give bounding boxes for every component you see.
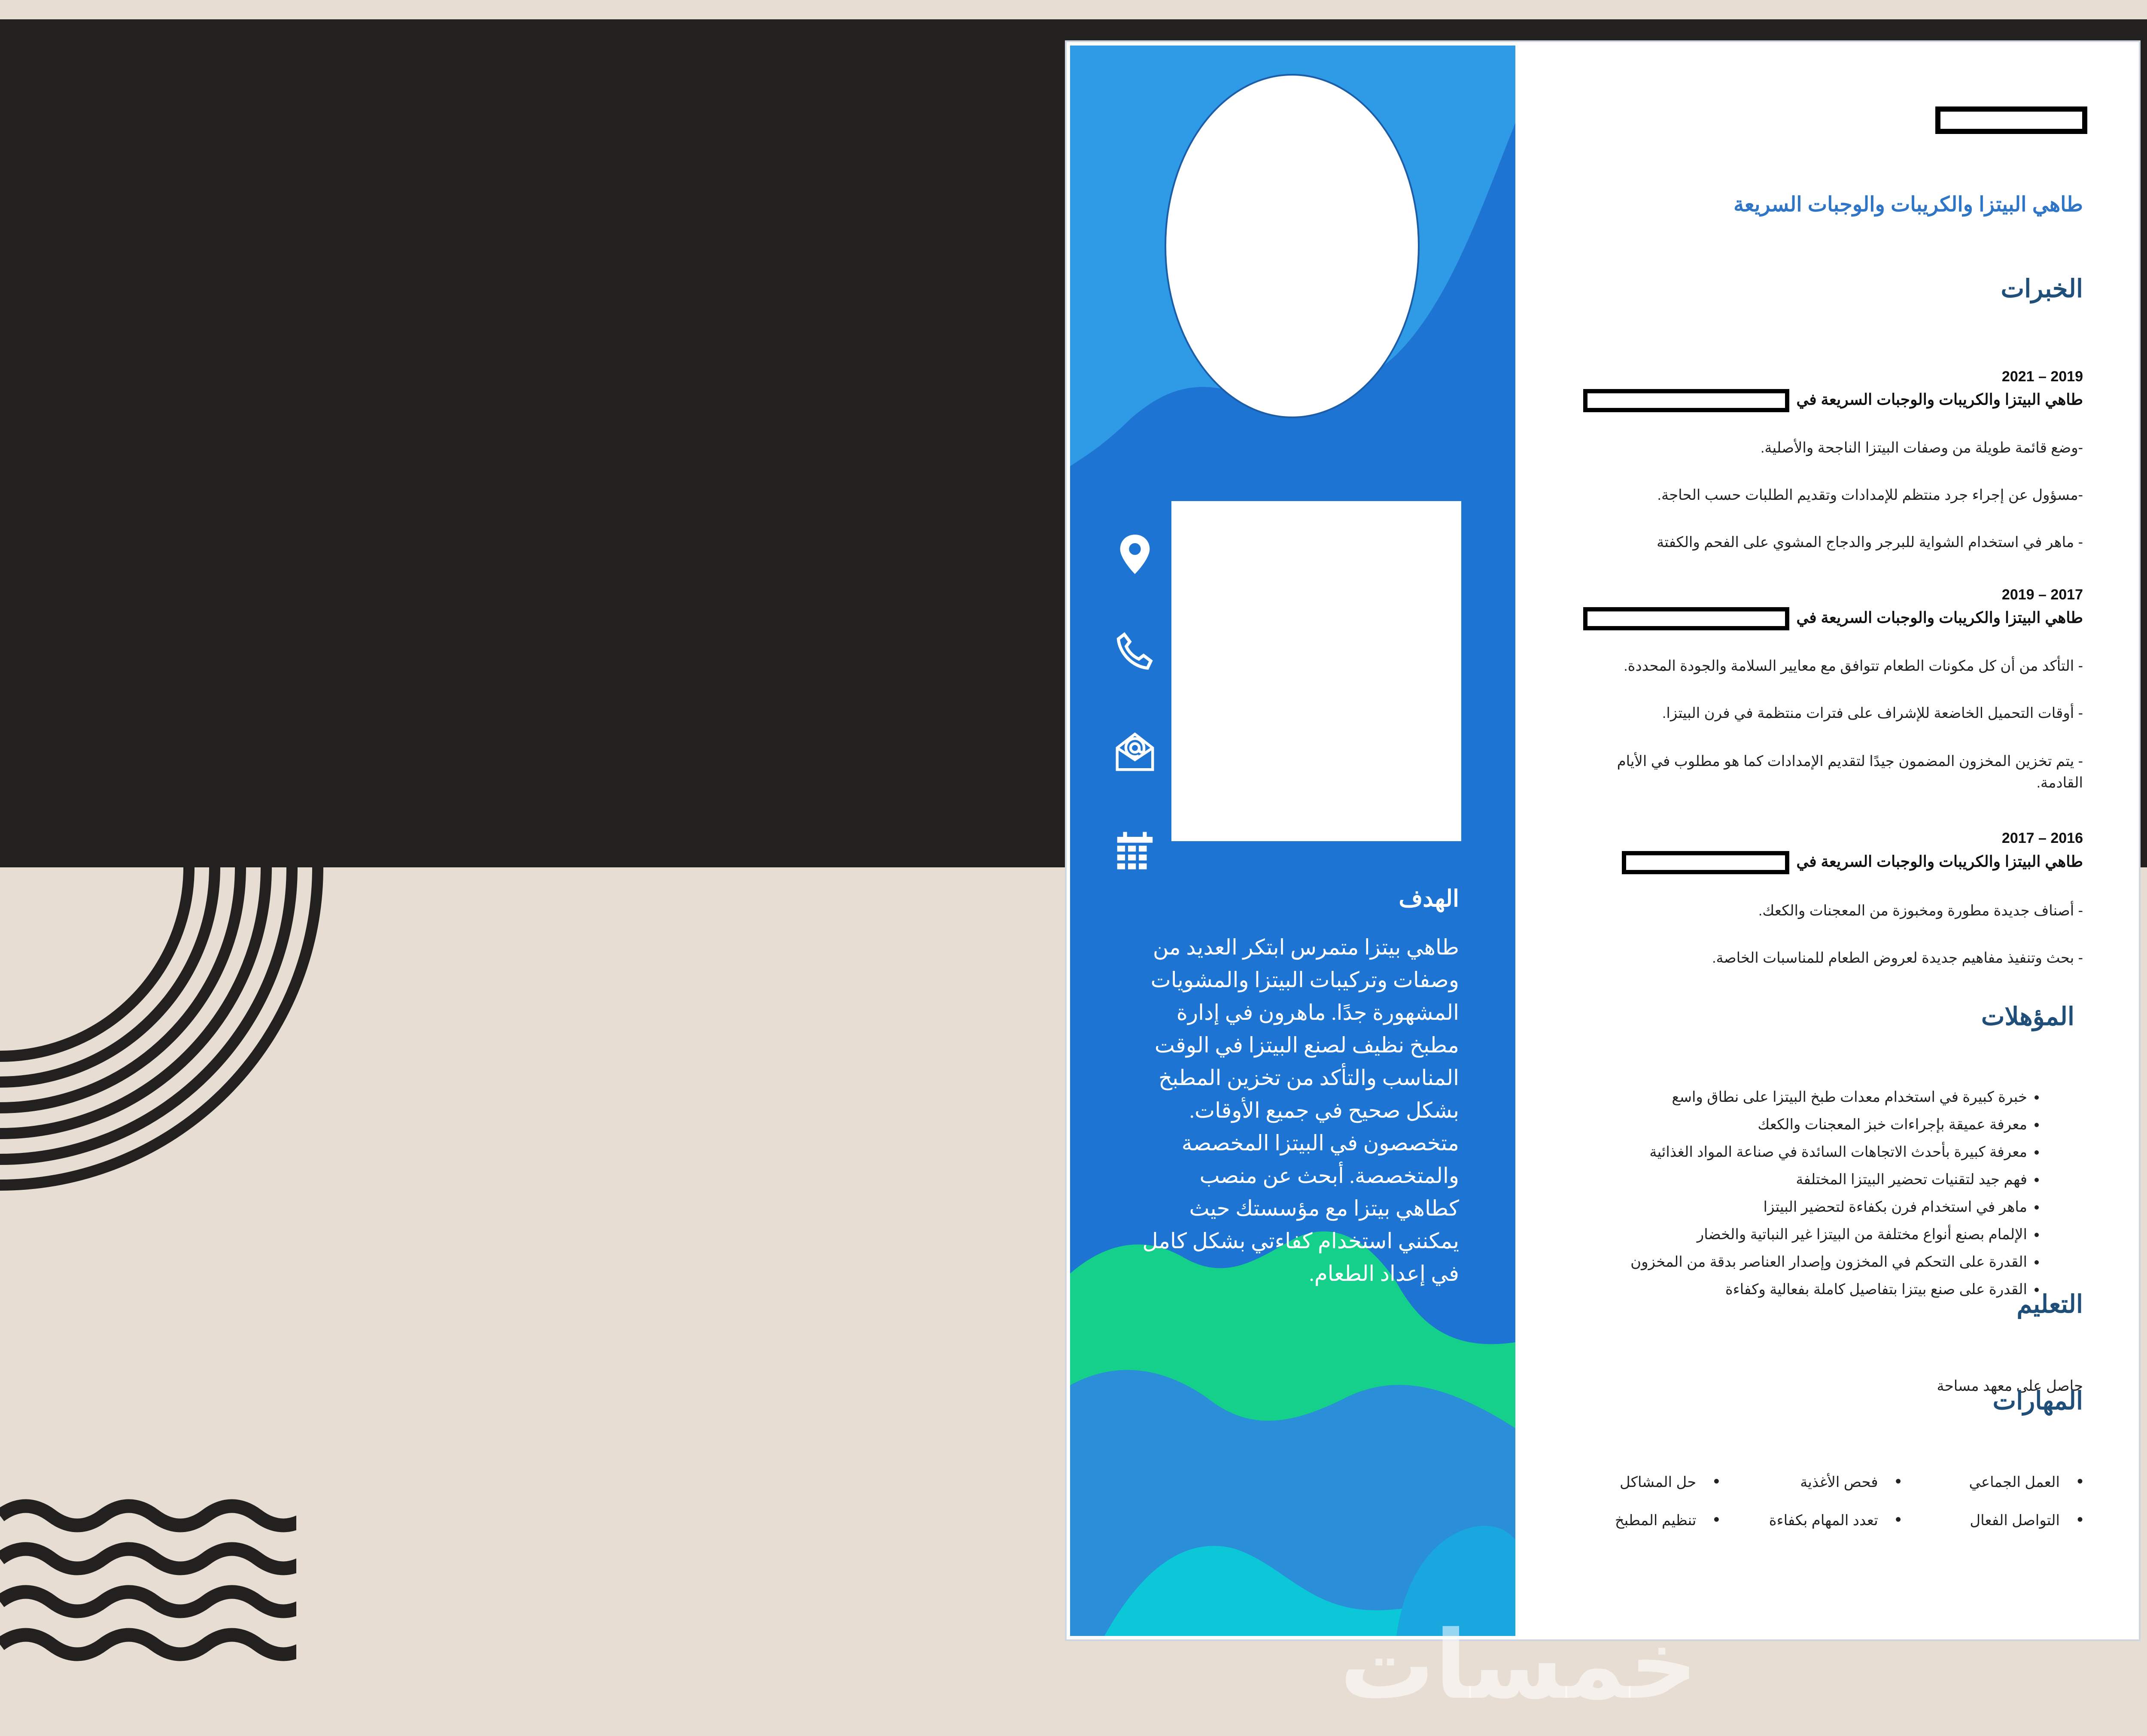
employer-redacted <box>1583 607 1789 630</box>
list-item: • فهم جيد لتقنيات تحضير البيتزا المختلفة <box>1630 1166 2027 1193</box>
skill-item: • تعدد المهام بكفاءة <box>1728 1510 1901 1529</box>
experience-bullet: - أوقات التحميل الخاضعة للإشراف على فترات منتظمة في فرن البيتزا. <box>1662 705 2083 721</box>
skill-item: • تنظيم المطبخ <box>1546 1510 1719 1529</box>
list-item: • معرفة كبيرة بأحدث الاتجاهات السائدة في صناعة المواد الغذائية <box>1630 1138 2027 1166</box>
list-item: • معرفة عميقة بإجراءات خبز المعجنات والكعك <box>1630 1111 2027 1138</box>
employer-redacted <box>1583 389 1789 412</box>
experience-heading: الخبرات <box>2001 275 2083 303</box>
qualifications-heading: المؤهلات <box>1981 1003 2074 1031</box>
list-item: • الإلمام بصنع أنواع مختلفة من البيتزا غير النباتية والخضار <box>1630 1221 2027 1248</box>
list-item: • القدرة على التحكم في المخزون وإصدار العناصر بدقة من المخزون <box>1630 1248 2027 1276</box>
top-strip <box>0 0 2147 19</box>
experience-bullet: - ماهر في استخدام الشواية للبرجر والدجاج المشوي على الفحم والكفتة <box>1657 534 2083 550</box>
experience-bullet: - بحث وتنفيذ مفاهيم جديدة لعروض الطعام للمناسبات الخاصة. <box>1712 950 2083 966</box>
education-text: حاصل على معهد مساحة <box>1937 1378 2083 1394</box>
profile-photo-placeholder <box>1165 74 1420 418</box>
skills-grid <box>1546 1472 2083 1529</box>
calendar-icon <box>1111 827 1159 874</box>
wave-lines-decoration-bottom-left <box>0 1490 296 1670</box>
job-title: طاهي البيتزا والكريبات والوجبات السريعة <box>1733 193 2083 216</box>
education-heading: التعليم <box>2016 1290 2083 1318</box>
name-redacted <box>1935 106 2087 134</box>
skill-item: • فحص الأغذية <box>1728 1472 1901 1491</box>
experience-role-text: طاهي البيتزا والكريبات والوجبات السريعة في <box>1796 852 2083 870</box>
experience-bullet: -مسؤول عن إجراء جرد منتظم للإمدادات وتقديم الطلبات حسب الحاجة. <box>1657 487 2083 503</box>
map-pin-icon <box>1111 531 1159 578</box>
experience-bullet: - أصناف جديدة مطورة ومخبوزة من المعجنات والكعك. <box>1758 903 2083 919</box>
experience-years: 2016 – 2017 <box>2001 830 2083 846</box>
watermark-logo: خمسات <box>1340 1610 1698 1720</box>
experience-bullet: -وضع قائمة طويلة من وصفات البيتزا الناجحة والأصلية. <box>1760 440 2083 456</box>
resume-sidebar <box>1070 46 1515 1636</box>
experience-years: 2019 – 2021 <box>2001 368 2083 385</box>
contact-info-placeholder <box>1171 501 1461 841</box>
experience-role <box>1583 607 2083 630</box>
skill-item: • التواصل الفعال <box>1910 1510 2083 1529</box>
list-item: • ماهر في استخدام فرن بكفاءة لتحضير البيتزا <box>1630 1193 2027 1221</box>
experience-bullet: - التأكد من أن كل مكونات الطعام تتوافق مع معايير السلامة والجودة المحددة. <box>1624 658 2083 674</box>
skills-heading: المهارات <box>1992 1387 2083 1415</box>
list-item: • خبرة كبيرة في استخدام معدات طبخ البيتزا على نطاق واسع <box>1630 1083 2027 1111</box>
skill-item: • العمل الجماعي <box>1910 1472 2083 1491</box>
skill-item: • حل المشاكل <box>1546 1472 1719 1491</box>
list-item: • القدرة على صنع بيتزا بتفاصيل كاملة بفعالية وكفاءة <box>1630 1276 2027 1303</box>
resume-main-column <box>1515 42 2139 1639</box>
experience-bullet: - يتم تخزين المخزون المضمون جيدًا لتقديم الإمدادات كما هو مطلوب في الأيام القادمة. <box>1617 753 2083 791</box>
resume-page <box>1067 42 2139 1639</box>
phone-icon <box>1111 629 1159 677</box>
experience-role-text: طاهي البيتزا والكريبات والوجبات السريعة في <box>1796 390 2083 408</box>
concentric-arcs-decoration-left <box>0 867 335 1211</box>
experience-role <box>1622 851 2083 874</box>
goal-text: طاهي بيتزا متمرس ابتكر العديد من وصفات وتركيبات البيتزا والمشويات المشهورة جدًا. ماهرون في إدارة مطبخ نظيف لصنع البيتزا في الوقت المناسب والتأكد من تخزين المطبخ بشكل صحيح في جميع الأوقات. متخصصون في البيتزا المخصصة والمتخصصة. أبحث عن منصب كطاهي بيتزا مع مؤسستك حيث يمكنني استخدام كفاءتي بشكل كامل في إعداد الطعام. <box>1142 935 1459 1286</box>
employer-redacted <box>1622 851 1789 874</box>
email-icon <box>1111 728 1159 775</box>
experience-role-text: طاهي البيتزا والكريبات والوجبات السريعة في <box>1796 608 2083 626</box>
experience-role <box>1583 389 2083 412</box>
goal-heading: الهدف <box>1399 886 1459 912</box>
experience-years: 2017 – 2019 <box>2001 587 2083 603</box>
qualifications-list <box>1630 1083 2053 1303</box>
